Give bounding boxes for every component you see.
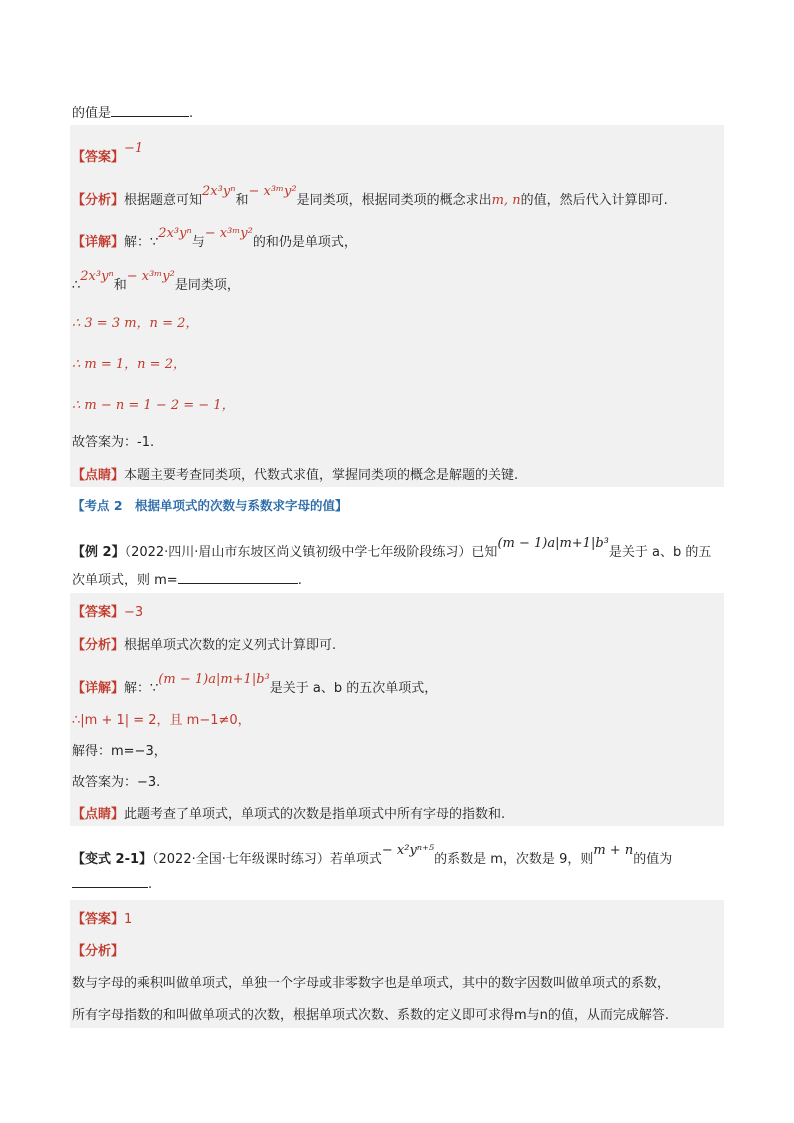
example-2-line-1: 【例 2】（2022·四川·眉山市东坡区尚义镇初级中学七年级阶段练习）已知(m − 1)a|m+1|b³是关于 a、b 的五 (72, 536, 712, 560)
solve-line: 解得：m=−3， (72, 744, 167, 759)
variant-2-1-line-1: 【变式 2-1】（2022·全国·七年级课时练习）若单项式− x²yⁿ⁺⁵的系数是 m，次数是 9，则m + n的值为 (72, 843, 673, 867)
example-2-line-2: 次单项式，则 m= . (72, 573, 302, 588)
variant-2-1-line-2: . (72, 876, 722, 892)
answer-is-line-1: 故答案为：-1. (72, 435, 155, 450)
section-heading: 【考点 2 根据单项式的次数与系数求字母的值】 (72, 498, 348, 513)
analysis-line-2: 【分析】根据单项式次数的定义列式计算即可. (72, 638, 337, 653)
analysis-para-1: 数与字母的乘积叫做单项式，单独一个字母或非零数字也是单项式，其中的数字因数叫做单项式的系数， (72, 976, 671, 991)
answer-blank (72, 876, 148, 888)
answer-line-3: 【答案】1 (72, 912, 133, 927)
condition-line: ∴|m + 1| = 2，且 m−1≠0， (72, 713, 251, 728)
equation-line-2: ∴ m = 1，n = 2， (72, 357, 186, 372)
analysis-line-1: 【分析】根据题意可知2x³yⁿ和− x³ᵐy²是同类项，根据同类项的概念求出m, n的值，然后代入计算即可. (72, 184, 668, 208)
detail-line-2: 【详解】解：∵(m − 1)a|m+1|b³是关于 a、b 的五次单项式， (72, 672, 438, 696)
equation-line-3: ∴ m − n = 1 − 2 = − 1， (72, 398, 235, 413)
comment-line-2: 【点睛】此题考查了单项式，单项式的次数是指单项式中所有字母的指数和. (72, 807, 506, 822)
equation-line-1: ∴ 3 = 3 m，n = 2， (72, 316, 199, 331)
answer-blank (178, 572, 298, 584)
analysis-line-3: 【分析】 (72, 944, 125, 959)
comment-line-1: 【点睛】本题主要考查同类项，代数式求值，掌握同类项的概念是解题的关键. (72, 468, 519, 483)
same-type-line: ∴2x³yⁿ和− x³ᵐy²是同类项， (72, 269, 240, 293)
answer-is-line-2: 故答案为：−3. (72, 775, 161, 790)
question-tail: 的值是 . (72, 106, 194, 121)
answer-line-2: 【答案】−3 (72, 605, 144, 620)
detail-line-1: 【详解】解：∵2x³yⁿ与− x³ᵐy²的和仍是单项式， (72, 226, 357, 250)
answer-line-1: 【答案】−1 (72, 141, 144, 165)
answer-blank (111, 105, 189, 117)
analysis-para-2: 所有字母指数的和叫做单项式的次数，根据单项式次数、系数的定义即可求得m与n的值，从而完成解答. (72, 1008, 670, 1023)
